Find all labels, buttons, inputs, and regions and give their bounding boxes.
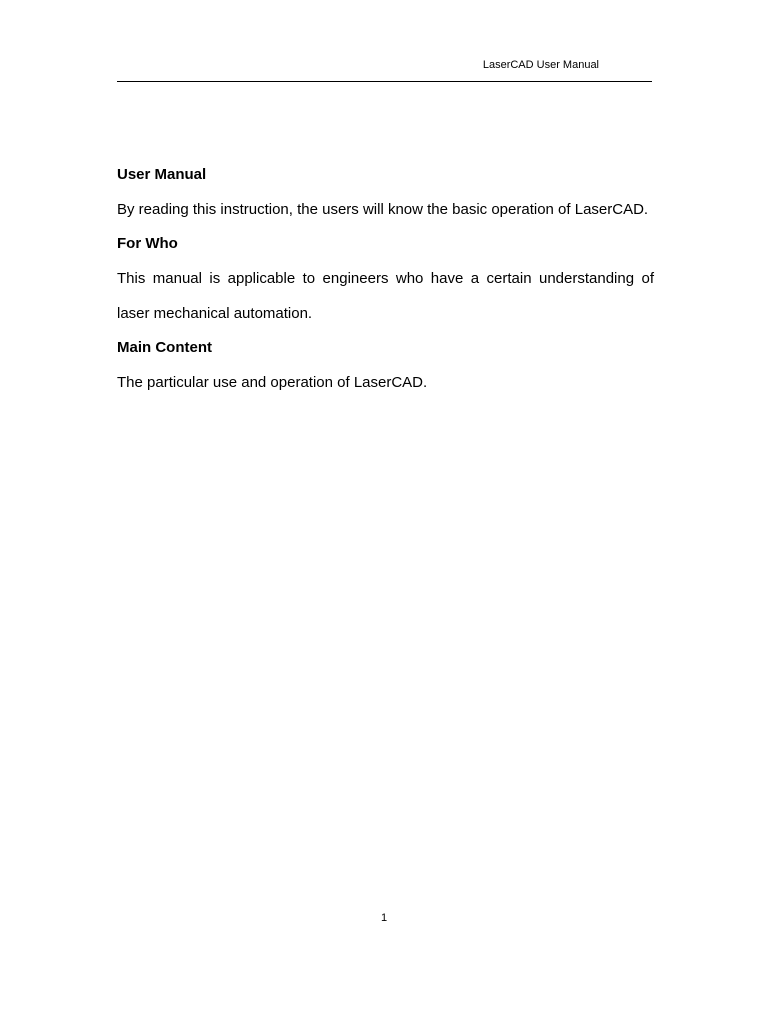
section-body-main-content: The particular use and operation of LaserCAD. [117,374,428,391]
section-heading-for-who: For Who [117,235,178,252]
header-rule [117,81,652,82]
section-heading-main-content: Main Content [117,339,212,356]
section-body-user-manual: By reading this instruction, the users will know the basic operation of LaserCAD. [117,201,649,218]
section-heading-user-manual: User Manual [117,166,207,183]
running-header-title: LaserCAD User Manual [482,59,599,71]
page-content [117,163,654,405]
page-number: 1 [380,912,388,924]
section-body-for-who: This manual is applicable to engineers who have a certain understanding of laser mechanical automation. [117,270,654,322]
